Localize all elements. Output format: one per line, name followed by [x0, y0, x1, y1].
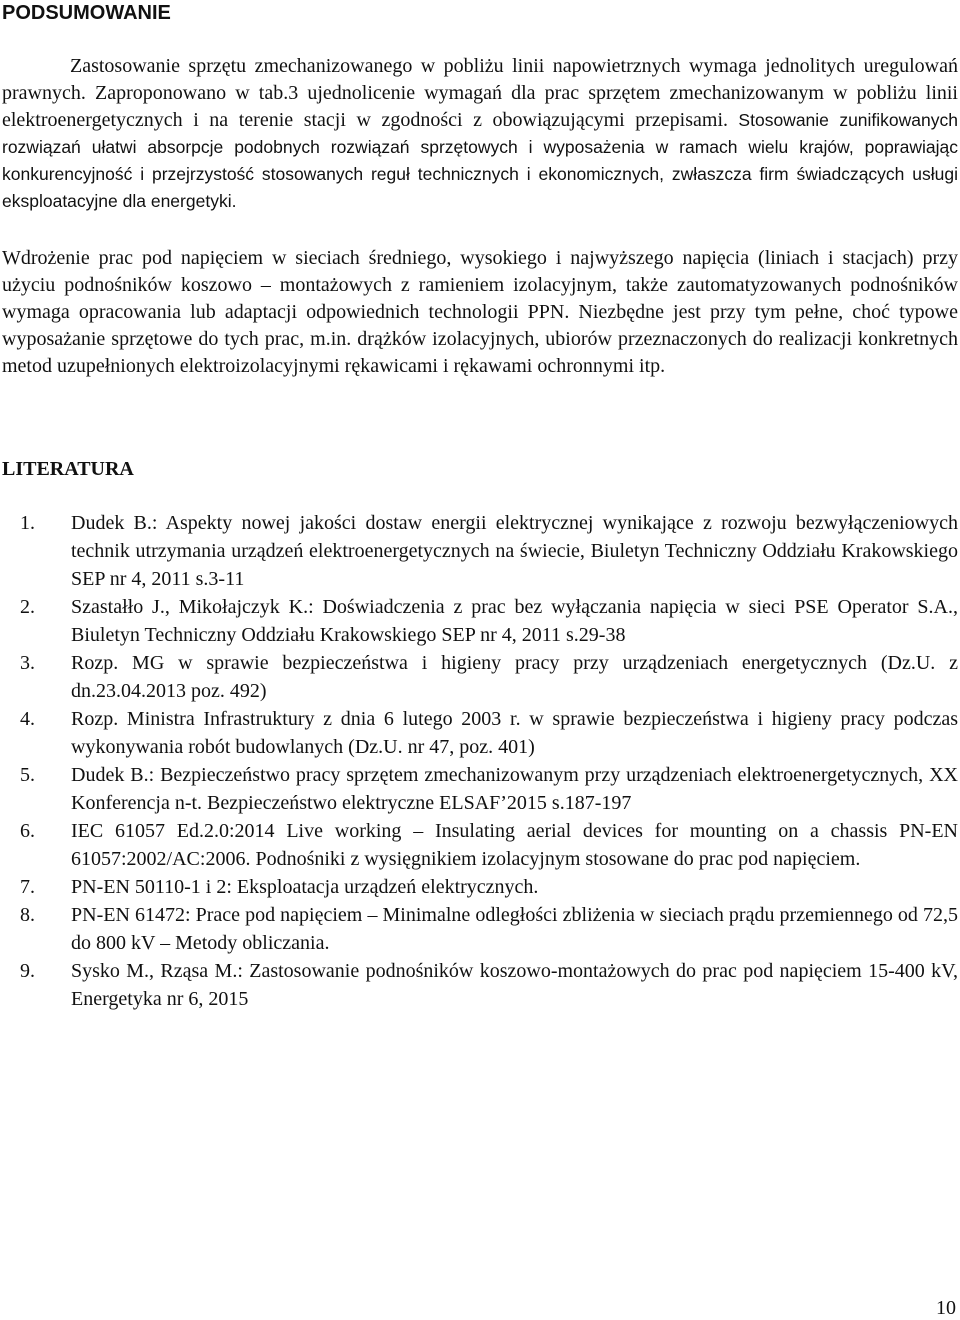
- reference-text: PN-EN 50110-1 i 2: Eksploatacja urządzeń elektrycznych.: [71, 876, 539, 898]
- reference-number: 6.: [20, 820, 35, 842]
- reference-text: Dudek B.: Aspekty nowej jakości dostaw energii elektrycznej wynikające z rozwoju bezwyłączeniowych technik utrzymania urządzeń elektroenergetycznych na świecie, Biuletyn Techniczny Oddziału Krakowskiego SEP nr 4, 2011 s.3-11: [71, 512, 958, 590]
- reference-number: 4.: [20, 708, 35, 730]
- reference-item-6: [2, 817, 958, 873]
- reference-number: 9.: [20, 960, 35, 982]
- reference-item-7: [2, 873, 958, 901]
- summary-paragraph-1-part-a: Zastosowanie sprzętu zmechanizowanego w pobliżu linii napowietrznych wymaga jednolitych uregulowań prawnych. Zaproponowano w tab.3 ujednolicenie wymagań dla prac sprzętem zmechanizowanym w pobliżu linii elektroenergetycznych i na terenie stacji w zgodności z obowiązującymi przepisami.: [2, 55, 958, 131]
- summary-paragraph-1: [2, 53, 958, 215]
- reference-item-5: [2, 761, 958, 817]
- reference-text: Rozp. Ministra Infrastruktury z dnia 6 lutego 2003 r. w sprawie bezpieczeństwa i higieny pracy podczas wykonywania robót budowlanych (Dz.U. nr 47, poz. 401): [71, 708, 958, 758]
- reference-item-8: [2, 901, 958, 957]
- page-number: 10: [936, 1297, 956, 1319]
- section-heading-summary: PODSUMOWANIE: [2, 2, 171, 24]
- reference-text: PN-EN 61472: Prace pod napięciem – Minimalne odległości zbliżenia w sieciach prądu przemiennego od 72,5 do 800 kV – Metody obliczania.: [71, 904, 958, 954]
- reference-number: 8.: [20, 904, 35, 926]
- reference-number: 1.: [20, 512, 35, 534]
- reference-list: [2, 509, 958, 1013]
- reference-number: 3.: [20, 652, 35, 674]
- reference-item-9: [2, 957, 958, 1013]
- reference-text: Szastałło J., Mikołajczyk K.: Doświadczenia z prac bez wyłączania napięcia w sieci PSE Operator S.A., Biuletyn Techniczny Oddziału Krakowskiego SEP nr 4, 2011 s.29-38: [71, 596, 958, 646]
- section-heading-literature: LITERATURA: [2, 458, 134, 480]
- summary-paragraph-1-part-b: Stosowanie zunifikowanych rozwiązań ułatwi absorpcje podobnych rozwiązań sprzętowych i wyposażenia w ramach wielu krajów, poprawiając konkurencyjność i przejrzystość stosowanych reguł technicznych i ekonomicznych, zwłaszcza firm świadczących usługi eksploatacyjne dla energetyki.: [2, 110, 958, 211]
- reference-item-2: [2, 593, 958, 649]
- summary-paragraph-2: [2, 245, 958, 380]
- reference-number: 7.: [20, 876, 35, 898]
- reference-number: 5.: [20, 764, 35, 786]
- reference-text: Sysko M., Rząsa M.: Zastosowanie podnośników koszowo-montażowych do prac pod napięciem 15-400 kV, Energetyka nr 6, 2015: [71, 960, 958, 1010]
- reference-text: Dudek B.: Bezpieczeństwo pracy sprzętem zmechanizowanym przy urządzeniach elektroenergetycznych, XX Konferencja n-t. Bezpieczeństwo elektryczne ELSAF’2015 s.187-197: [71, 764, 958, 814]
- reference-number: 2.: [20, 596, 35, 618]
- reference-text: IEC 61057 Ed.2.0:2014 Live working – Insulating aerial devices for mounting on a chassis PN-EN 61057:2002/AC:2006. Podnośniki z wysięgnikiem izolacyjnym stosowane do prac pod napięciem.: [71, 820, 958, 870]
- reference-item-4: [2, 705, 958, 761]
- reference-item-3: [2, 649, 958, 705]
- reference-item-1: [2, 509, 958, 593]
- reference-text: Rozp. MG w sprawie bezpieczeństwa i higieny pracy przy urządzeniach energetycznych (Dz.U. z dn.23.04.2013 poz. 492): [71, 652, 958, 702]
- summary-paragraph-2-part-a: Wdrożenie prac pod napięciem w sieciach średniego, wysokiego i najwyższego napięcia (liniach i stacjach) przy użyciu podnośników koszowo – montażowych z ramieniem izolacyjnym, także zautomatyzowanych podnośników wymaga opracowania lub adaptacji odpowiednich technologii PPN. Niezbędne jest przy tym pełne, choć typowe wyposażanie sprzętowe do tych prac, m.in.: [2, 247, 958, 350]
- summary-paragraph-2-part-b: drążków izolacyjnych, ubiorów przeznaczonych do realizacji konkretnych metod uzupełnionych elektroizolacyjnymi rękawicami i rękawami ochronnymi itp.: [2, 328, 958, 377]
